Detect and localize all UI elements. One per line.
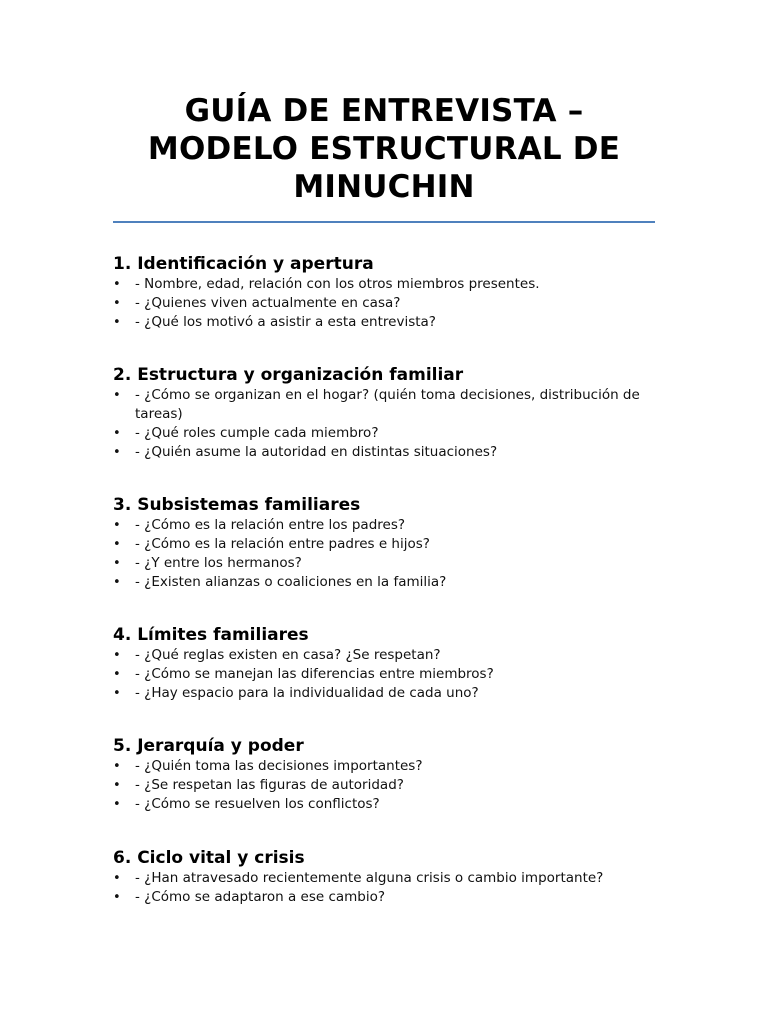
bullet-icon: • — [113, 890, 121, 905]
list-item — [113, 646, 655, 665]
question-list — [113, 869, 655, 907]
section-estructura — [113, 364, 655, 462]
list-item — [113, 313, 655, 332]
list-item-text: - ¿Quién toma las decisiones importantes? — [135, 758, 423, 774]
section-heading: 2. Estructura y organización familiar — [113, 365, 464, 385]
title-divider — [113, 221, 655, 223]
list-item-text: - ¿Cómo se manejan las diferencias entre miembros? — [135, 666, 494, 682]
list-item — [113, 573, 655, 592]
list-item-text: - ¿Quién asume la autoridad en distintas situaciones? — [135, 444, 498, 460]
list-item-text: - ¿Qué los motivó a asistir a esta entrevista? — [135, 314, 436, 330]
bullet-icon: • — [113, 296, 121, 311]
section-heading: 3. Subsistemas familiares — [113, 495, 361, 515]
bullet-icon: • — [113, 667, 121, 682]
list-item — [113, 795, 655, 814]
list-item-text: - ¿Y entre los hermanos? — [135, 555, 302, 571]
section-heading: 6. Ciclo vital y crisis — [113, 848, 305, 868]
bullet-icon: • — [113, 778, 121, 793]
document-title: GUÍA DE ENTREVISTA – MODELO ESTRUCTURAL DE MINUCHIN — [147, 93, 621, 205]
list-item-text: - ¿Cómo se adaptaron a ese cambio? — [135, 889, 386, 905]
bullet-icon: • — [113, 871, 121, 886]
list-item — [113, 869, 655, 888]
section-heading: 4. Límites familiares — [113, 625, 309, 645]
bullet-icon: • — [113, 648, 121, 663]
list-item-text: - ¿Qué reglas existen en casa? ¿Se respetan? — [135, 647, 441, 663]
list-item-text: - ¿Cómo se organizan en el hogar? (quién toma decisiones, distribución de tareas) — [135, 387, 640, 422]
section-heading: 5. Jerarquía y poder — [113, 736, 304, 756]
list-item — [113, 443, 655, 462]
bullet-icon: • — [113, 426, 121, 441]
document-page — [113, 92, 655, 907]
section-heading: 1. Identificación y apertura — [113, 254, 374, 274]
bullet-icon: • — [113, 575, 121, 590]
bullet-icon: • — [113, 388, 121, 403]
list-item — [113, 535, 655, 554]
bullet-icon: • — [113, 315, 121, 330]
list-item-text: - Nombre, edad, relación con los otros miembros presentes. — [135, 276, 540, 292]
list-item — [113, 757, 655, 776]
list-item-text: - ¿Se respetan las figuras de autoridad? — [135, 777, 404, 793]
question-list — [113, 757, 655, 814]
list-item-text: - ¿Cómo es la relación entre los padres? — [135, 517, 406, 533]
question-list — [113, 386, 655, 462]
bullet-icon: • — [113, 797, 121, 812]
list-item — [113, 516, 655, 535]
list-item — [113, 275, 655, 294]
bullet-icon: • — [113, 759, 121, 774]
question-list — [113, 646, 655, 703]
question-list — [113, 516, 655, 592]
section-ciclo-vital — [113, 847, 655, 907]
list-item — [113, 684, 655, 703]
list-item — [113, 386, 655, 424]
section-identificacion — [113, 253, 655, 332]
section-limites — [113, 624, 655, 703]
list-item-text: - ¿Cómo es la relación entre padres e hijos? — [135, 536, 430, 552]
list-item-text: - ¿Cómo se resuelven los conflictos? — [135, 796, 380, 812]
list-item-text: - ¿Han atravesado recientemente alguna crisis o cambio importante? — [135, 870, 604, 886]
bullet-icon: • — [113, 556, 121, 571]
list-item-text: - ¿Qué roles cumple cada miembro? — [135, 425, 379, 441]
section-subsistemas — [113, 494, 655, 592]
bullet-icon: • — [113, 686, 121, 701]
list-item-text: - ¿Hay espacio para la individualidad de cada uno? — [135, 685, 479, 701]
list-item — [113, 776, 655, 795]
list-item-text: - ¿Existen alianzas o coaliciones en la familia? — [135, 574, 447, 590]
list-item — [113, 888, 655, 907]
list-item — [113, 665, 655, 684]
list-item-text: - ¿Quienes viven actualmente en casa? — [135, 295, 401, 311]
question-list — [113, 275, 655, 332]
bullet-icon: • — [113, 445, 121, 460]
section-jerarquia — [113, 735, 655, 814]
list-item — [113, 424, 655, 443]
bullet-icon: • — [113, 518, 121, 533]
bullet-icon: • — [113, 537, 121, 552]
list-item — [113, 554, 655, 573]
bullet-icon: • — [113, 277, 121, 292]
list-item — [113, 294, 655, 313]
